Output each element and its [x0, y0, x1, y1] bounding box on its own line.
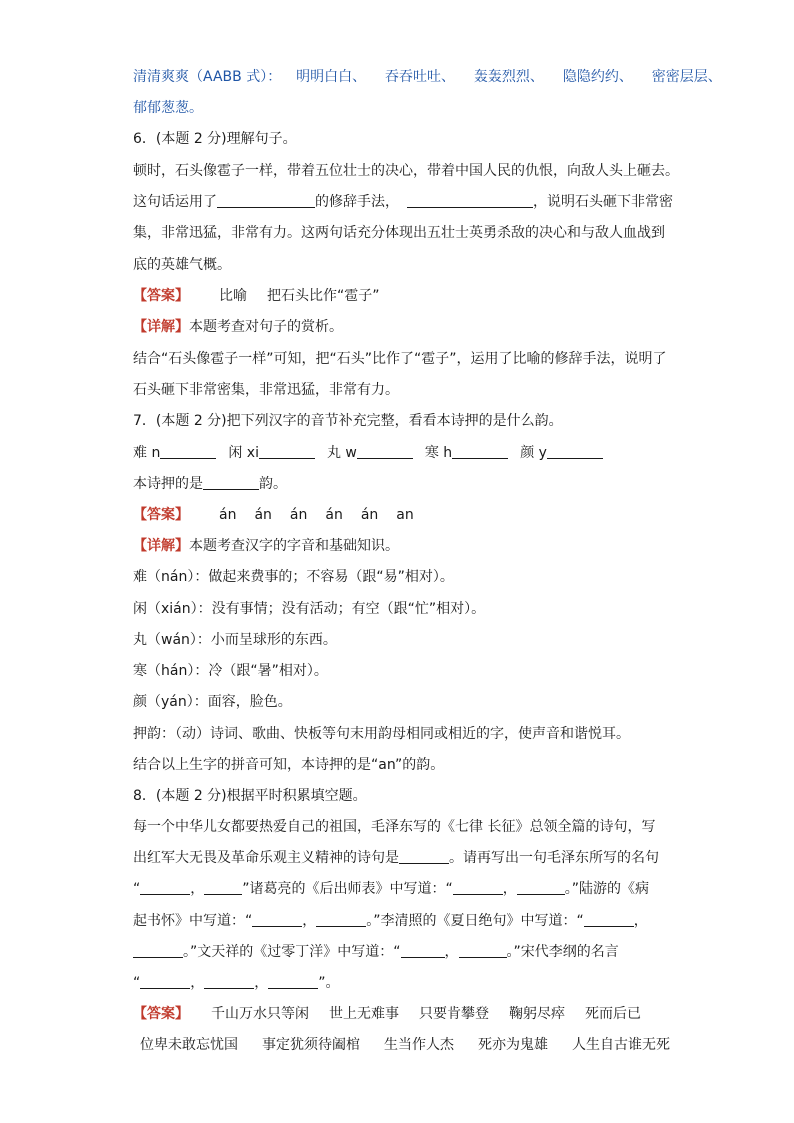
fill-blank[interactable]	[459, 943, 507, 958]
q6-detail	[133, 318, 343, 336]
q7-def: 押韵：（动）诗词、歌曲、快板等句末用韵母相同或相近的字，使声音和谐悦耳。	[133, 726, 630, 742]
q8-text: ，	[502, 881, 517, 897]
q8-text: ”。	[318, 975, 340, 991]
fill-blank[interactable]	[399, 849, 449, 864]
answer-label: 【答案】	[133, 1006, 189, 1022]
answer-item: 位卑未敢忘忧国	[140, 1037, 238, 1053]
fill-blank[interactable]	[140, 880, 190, 895]
q8-text: ，	[190, 881, 205, 897]
fill-blank[interactable]	[204, 880, 242, 895]
detail-label: 【详解】	[133, 538, 189, 554]
answer-item: 生当作人杰	[384, 1037, 454, 1053]
pinyin-item: 颜 y	[520, 445, 547, 461]
q7-def: 寒（hán）：冷（跟“暑”相对）。	[133, 663, 328, 679]
pinyin-item: 寒 h	[424, 445, 453, 461]
q6-prompt-1	[133, 193, 673, 211]
aabb-word: 吞吞吐吐、	[385, 69, 456, 85]
q8-title: 8．(本题 2 分)根据平时积累填空题。	[133, 788, 367, 804]
q8-text-3	[133, 880, 649, 898]
answer-item: 事定犹须待阖棺	[262, 1037, 360, 1053]
answer-item: 只要肯攀登	[419, 1006, 489, 1022]
q6-explain-2: 石头砸下非常密集，非常迅猛，非常有力。	[133, 382, 399, 398]
answer-item: án	[289, 507, 308, 523]
q8-answer-2	[140, 1036, 670, 1054]
fill-blank[interactable]	[517, 880, 565, 895]
q7-rhyme	[133, 475, 287, 493]
q8-text: 起书怀》中写道：“	[133, 913, 253, 929]
answer-item: 人生自古谁无死	[572, 1037, 670, 1053]
q8-text: “	[133, 975, 141, 991]
fill-blank[interactable]	[453, 880, 503, 895]
q8-text: 。”陆游的《病	[564, 881, 650, 897]
q8-text: ，	[444, 944, 459, 960]
q7-def: 颜（yán）：面容，脸色。	[133, 694, 292, 710]
answer-item: 死而后已	[585, 1006, 641, 1022]
answer-label: 【答案】	[133, 288, 189, 304]
fill-blank[interactable]	[133, 943, 183, 958]
answer-item: 鞠躬尽瘁	[509, 1006, 565, 1022]
pinyin-item: 闲 xi	[228, 445, 259, 461]
q8-text: ，	[254, 975, 269, 991]
fill-blank[interactable]	[160, 444, 216, 459]
q6-text: ，说明石头砸下非常密	[533, 194, 673, 210]
detail-text: 本题考查汉字的字音和基础知识。	[189, 538, 399, 554]
answer-item: án	[325, 507, 343, 523]
q8-text: 。请再写出一句毛泽东所写的名句	[449, 850, 659, 866]
fill-blank[interactable]	[259, 444, 315, 459]
q6-text: 这句话运用了	[133, 194, 217, 210]
answer-item: án	[219, 507, 237, 523]
aabb-word: 隐隐约约、	[562, 69, 633, 85]
answer-item: 死亦为鬼雄	[478, 1037, 548, 1053]
q8-text: 。”宋代李纲的名言	[506, 944, 619, 960]
q6-text: 的修辞手法，	[315, 194, 399, 210]
q8-text-1: 每一个中华儿女都要热爱自己的祖国，毛泽东写的《七律 长征》总领全篇的诗句，写	[133, 819, 656, 835]
aabb-head: 清清爽爽（AABB 式）：	[133, 69, 282, 85]
answer-item: an	[396, 507, 414, 523]
q8-text: 。”李清照的《夏日绝句》中写道：“	[366, 913, 584, 929]
fill-blank[interactable]	[217, 193, 315, 208]
pinyin-item: 丸 w	[326, 445, 357, 461]
q8-text-5	[133, 943, 619, 961]
fill-blank[interactable]	[268, 974, 318, 989]
aabb-line-2: 郁郁葱葱。	[133, 100, 203, 116]
fill-blank[interactable]	[357, 444, 413, 459]
q7-title: 7．(本题 2 分)把下列汉字的音节补充完整，看看本诗押的是什么韵。	[133, 413, 563, 429]
answer-item: 把石头比作“雹子”	[267, 288, 380, 304]
q6-prompt-2: 集，非常迅猛，非常有力。这两句话充分体现出五壮士英勇杀敌的决心和与敌人血战到	[133, 225, 665, 241]
q7-def: 难（nán）：做起来费事的；不容易（跟“易”相对）。	[133, 569, 454, 585]
answer-item: án	[254, 507, 272, 523]
answer-label: 【答案】	[133, 507, 189, 523]
aabb-word: 密密层层、	[651, 69, 722, 85]
answer-item: 千山万水只等闲	[211, 1006, 309, 1022]
q8-text-6	[133, 974, 340, 992]
aabb-line	[133, 68, 722, 86]
fill-blank[interactable]	[401, 943, 445, 958]
q7-items	[133, 444, 603, 462]
q8-text: ，	[633, 913, 648, 929]
q6-prompt-3: 底的英雄气概。	[133, 257, 231, 273]
fill-blank[interactable]	[584, 912, 634, 927]
answer-item: án	[360, 507, 379, 523]
detail-text: 本题考查对句子的赏析。	[189, 319, 343, 335]
q7-answer	[133, 506, 414, 524]
q7-def: 结合以上生字的拼音可知，本诗押的是“an”的韵。	[133, 757, 445, 773]
q7-text: 韵。	[259, 476, 287, 492]
detail-label: 【详解】	[133, 319, 189, 335]
q7-def: 丸（wán）：小而呈球形的东西。	[133, 632, 337, 648]
fill-blank[interactable]	[407, 193, 533, 208]
fill-blank[interactable]	[547, 444, 603, 459]
pinyin-item: 难 n	[133, 445, 161, 461]
answer-item: 比喻	[219, 288, 247, 304]
aabb-word: 明明白白、	[296, 69, 367, 85]
answer-item: 世上无难事	[329, 1006, 399, 1022]
q8-answer-1	[133, 1005, 641, 1023]
q8-text-2	[133, 849, 659, 867]
q8-text: 。”文天祥的《过零丁洋》中写道：“	[183, 944, 401, 960]
q6-explain-1: 结合“石头像雹子一样”可知，把“石头”比作了“雹子”，运用了比喻的修辞手法，说明了	[133, 351, 667, 367]
q7-detail	[133, 537, 399, 555]
q8-text: ，	[190, 975, 205, 991]
fill-blank[interactable]	[452, 444, 508, 459]
fill-blank[interactable]	[316, 912, 366, 927]
q8-text: ”诸葛亮的《后出师表》中写道：“	[242, 881, 453, 897]
fill-blank[interactable]	[140, 974, 190, 989]
q8-text: ，	[302, 913, 317, 929]
aabb-word: 轰轰烈烈、	[473, 69, 544, 85]
q8-text: 出红军大无畏及革命乐观主义精神的诗句是	[133, 850, 399, 866]
q8-text: “	[133, 881, 141, 897]
fill-blank[interactable]	[203, 475, 259, 490]
q6-sentence: 顿时，石头像雹子一样，带着五位壮士的决心，带着中国人民的仇恨，向敌人头上砸去。	[133, 163, 679, 179]
fill-blank[interactable]	[204, 974, 254, 989]
fill-blank[interactable]	[252, 912, 302, 927]
q6-title: 6．(本题 2 分)理解句子。	[133, 131, 297, 147]
q7-text: 本诗押的是	[133, 476, 203, 492]
q8-text-4	[133, 912, 648, 930]
q6-answer	[133, 287, 380, 305]
q7-def: 闲（xián）：没有事情；没有活动；有空（跟“忙”相对）。	[133, 601, 486, 617]
